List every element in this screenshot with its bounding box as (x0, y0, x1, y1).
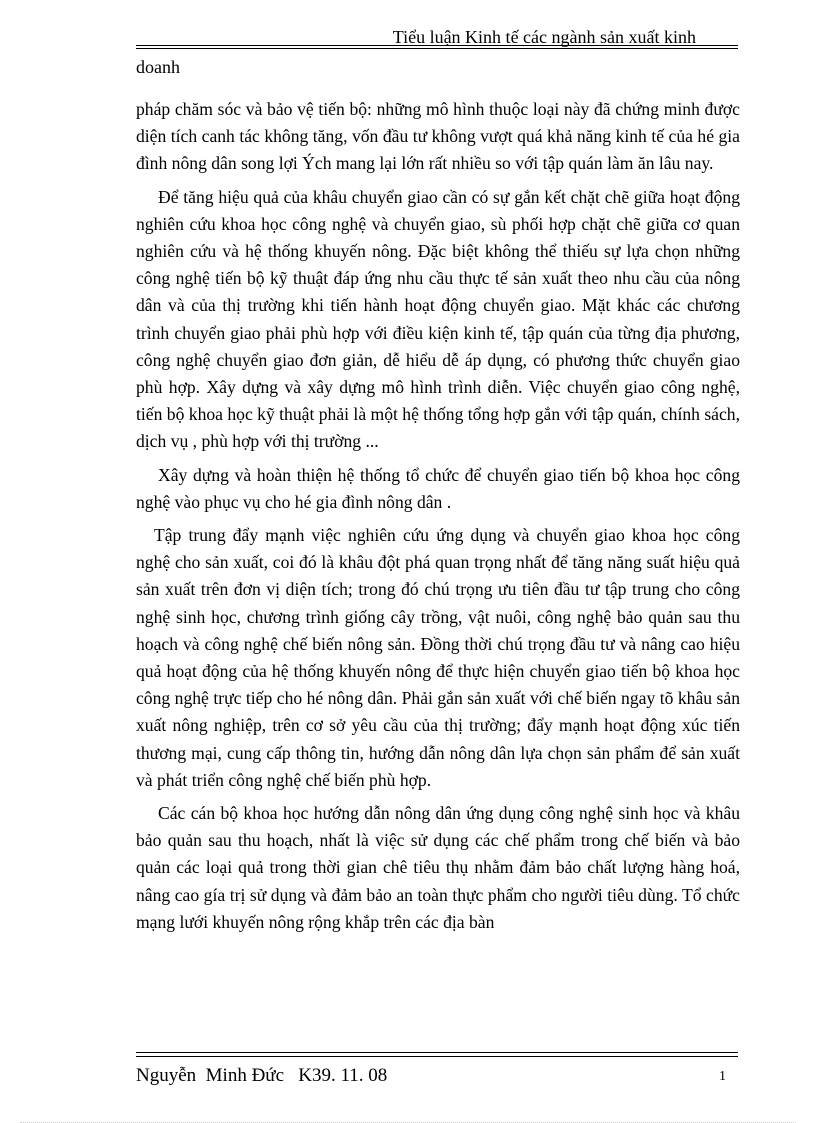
header-title: Tiểu luận Kinh tế các ngành sản xuất kinh (392, 27, 696, 47)
header-title-continuation: doanh (136, 57, 180, 77)
paragraph-5: Các cán bộ khoa học hướng dẫn nông dân ứng dụng công nghệ sinh học và khâu bảo quản sau thu hoạch, nhất là việc sử dụng các chế phẩm trong chế biến và bảo quản các loại quả trong thời gian chê tiêu thụ nhằm đảm bảo chất lượng hàng hoá, nâng cao gía trị sử dụng và đảm bảo an toàn thực phẩm cho người tiêu dùng. Tổ chức mạng lưới khuyến nông rộng khắp trên các địa bàn (136, 803, 740, 932)
footer-author: Nguyễn Minh Đức K39. 11. 08 (136, 1065, 388, 1086)
document-body (136, 96, 740, 942)
page-number: 1 (719, 1069, 726, 1084)
header-rule-top (136, 45, 738, 46)
paragraph-4: Tập trung đẩy mạnh việc nghiên cứu ứng dụng và chuyển giao khoa học công nghệ cho sản xuất, coi đó là khâu đột phá quan trọng nhất để tăng năng suất hiệu quả sản xuất trên đơn vị diện tích; trong đó chú trọng ưu tiên đầu tư tập trung cho công nghệ sinh học, chương trình giống cây trồng, vật nuôi, công nghệ bảo quản sau thu hoạch và công nghệ chế biến nông sản. Đồng thời chú trọng đầu tư và nâng cao hiệu quả hoạt động của hệ thống khuyến nông để thực hiện chuyển giao tiến bộ khoa học công nghệ trực tiếp cho hé nông dân. Phải gắn sản xuất với chế biến ngay tõ khâu sản xuất nông nghiệp, trên cơ sở yêu cầu của thị trường; đẩy mạnh hoạt động xúc tiến thương mại, cung cấp thông tin, hướng dẫn nông dân lựa chọn sản phẩm để sản xuất và phát triển công nghệ chế biến phù hợp. (136, 525, 740, 790)
footer-rule-top (136, 1052, 738, 1053)
paragraph-3: Xây dựng và hoàn thiện hệ thống tổ chức để chuyển giao tiến bộ khoa học công nghệ vào phục vụ cho hé gia đình nông dân . (136, 464, 740, 512)
header-rule-bottom (136, 48, 738, 49)
paragraph-2: Để tăng hiệu quả của khâu chuyển giao cần có sự gắn kết chặt chẽ giữa hoạt động nghiên cứu khoa học công nghệ và chuyển giao, sù phối hợp chặt chẽ giữa cơ quan nghiên cứu và hệ thống khuyến nông. Đặc biệt không thể thiếu sự lựa chọn những công nghệ tiến bộ kỹ thuật đáp ứng nhu cầu thực tế sản xuất theo nhu cầu của nông dân và của thị trường khi tiến hành hoạt động chuyển giao. Mặt khác các chương trình chuyển giao phải phù hợp với điều kiện kinh tế, tập quán của từng địa phương, công nghệ chuyển giao đơn giản, dễ hiểu dễ áp dụng, có phương thức chuyển giao phù hợp. Xây dựng và xây dựng mô hình trình diễn. Việc chuyển giao công nghệ, tiến bộ khoa học kỹ thuật phải là một hệ thống tổng hợp gắn với tập quán, chính sách, dịch vụ , phù hợp với thị trường ... (136, 186, 740, 452)
paragraph-1: pháp chăm sóc và bảo vệ tiến bộ: những mô hình thuộc loại này đã chứng minh được diện tích canh tác không tăng, vốn đầu tư không vượt quá khả năng kinh tế của hé gia đình nông dân song lợi Ých mang lại lớn rất nhiều so với tập quán làm ăn lâu nay. (136, 99, 740, 174)
footer-rule-bottom (136, 1056, 738, 1057)
